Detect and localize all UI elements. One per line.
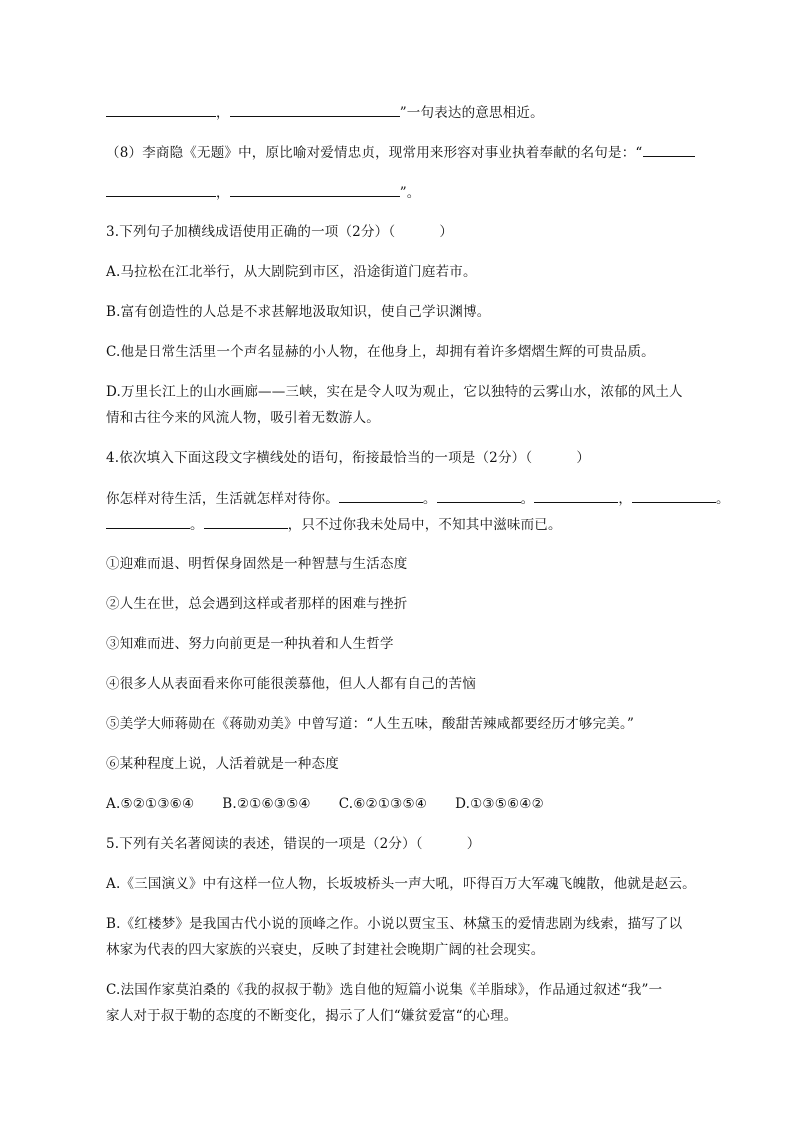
q3-option-d-line1: D.万里长江上的山水画廊——三峡，实在是令人叹为观止，它以独特的云雾山水，浓郁的风土人 <box>106 384 683 400</box>
q4-sentence-5: ⑤美学大师蒋勋在《蒋勋劝美》中曾写道：“人生五味，酸甜苦辣咸都要经历才够完美。” <box>106 716 635 732</box>
q4-choice-d[interactable]: D.①③⑤⑥④② <box>455 796 544 812</box>
q4-answer-choices <box>106 794 544 814</box>
q4-passage-line2: 。 ，只不过你我未处局中，不知其中滋味而已。 <box>106 514 562 535</box>
answer-blank[interactable] <box>437 488 521 503</box>
q4-choice-b[interactable]: B.②①⑥③⑤④ <box>222 796 311 812</box>
question-5-stem: 5.下列有关名著阅读的表述，错误的一项是（2分）（ ） <box>106 836 481 852</box>
answer-blank[interactable] <box>106 102 216 117</box>
q5-option-c-line2: 家人对于叔于勒的态度的不断变化，揭示了人们“嫌贫爱富“的心理。 <box>106 1008 518 1024</box>
q2-7-answer-line: ， ”一句表达的意思相近。 <box>106 102 544 123</box>
question-3-stem: 3.下列句子加横线成语使用正确的一项（2分）（ ） <box>106 224 454 240</box>
q3-option-c: C.他是日常生活里一个声名显赫的小人物，在他身上，却拥有着许多熠熠生辉的可贵品质。 <box>106 344 655 360</box>
q4-passage-line1: 你怎样对待生活，生活就怎样对待你。 。 。 ， 。 <box>106 488 730 509</box>
answer-blank[interactable] <box>204 514 288 529</box>
q3-option-d-line2: 情和古往今来的风流人物，吸引着无数游人。 <box>106 410 380 426</box>
answer-blank[interactable] <box>534 488 618 503</box>
q4-sentence-4: ④很多人从表面看来你可能很羡慕他，但人人都有自己的苦恼 <box>106 676 476 692</box>
q5-option-c-line1: C.法国作家莫泊桑的《我的叔叔于勒》选自他的短篇小说集《羊脂球》，作品通过叙述“我”一 <box>106 982 663 998</box>
q2-8-answer-line: ， ”。 <box>106 182 421 203</box>
answer-blank[interactable] <box>339 488 423 503</box>
q4-sentence-6: ⑥某种程度上说，人活着就是一种态度 <box>106 756 339 772</box>
q4-choice-c[interactable]: C.⑥②①③⑤④ <box>338 796 428 812</box>
q4-sentence-3: ③知难而进、努力向前更是一种执着和人生哲学 <box>106 636 394 652</box>
answer-blank[interactable] <box>643 142 695 157</box>
question-4-stem: 4.依次填入下面这段文字横线处的语句，衔接最恰当的一项是（2分）（ ） <box>106 450 591 466</box>
q5-option-a: A.《三国演义》中有这样一位人物，长坂坡桥头一声大吼，吓得百万大军魂飞魄散，他就是赵云。 <box>106 876 696 892</box>
q5-option-b-line2: 林家为代表的四大家族的兴衰史，反映了封建社会晚期广阔的社会现实。 <box>106 942 545 958</box>
answer-blank[interactable] <box>230 182 400 197</box>
answer-blank[interactable] <box>632 488 716 503</box>
q4-choice-a[interactable]: A.⑤②①③⑥④ <box>106 796 195 812</box>
q4-sentence-1: ①迎难而退、明哲保身固然是一种智慧与生活态度 <box>106 556 408 572</box>
q2-8-text: （8）李商隐《无题》中，原比喻对爱情忠贞，现常用来形容对事业执着奉献的名句是：“ <box>106 142 695 163</box>
answer-blank[interactable] <box>106 182 216 197</box>
q3-option-a: A.马拉松在江北举行，从大剧院到市区，沿途街道门庭若市。 <box>106 264 477 280</box>
q3-option-b: B.富有创造性的人总是不求甚解地汲取知识，使自己学识渊博。 <box>106 304 491 320</box>
answer-blank[interactable] <box>106 514 190 529</box>
q5-option-b-line1: B.《红楼梦》是我国古代小说的顶峰之作。小说以贾宝玉、林黛玉的爱情悲剧为线索，描写了以 <box>106 916 683 932</box>
answer-blank[interactable] <box>230 102 400 117</box>
q4-sentence-2: ②人生在世，总会遇到这样或者那样的困难与挫折 <box>106 596 408 612</box>
